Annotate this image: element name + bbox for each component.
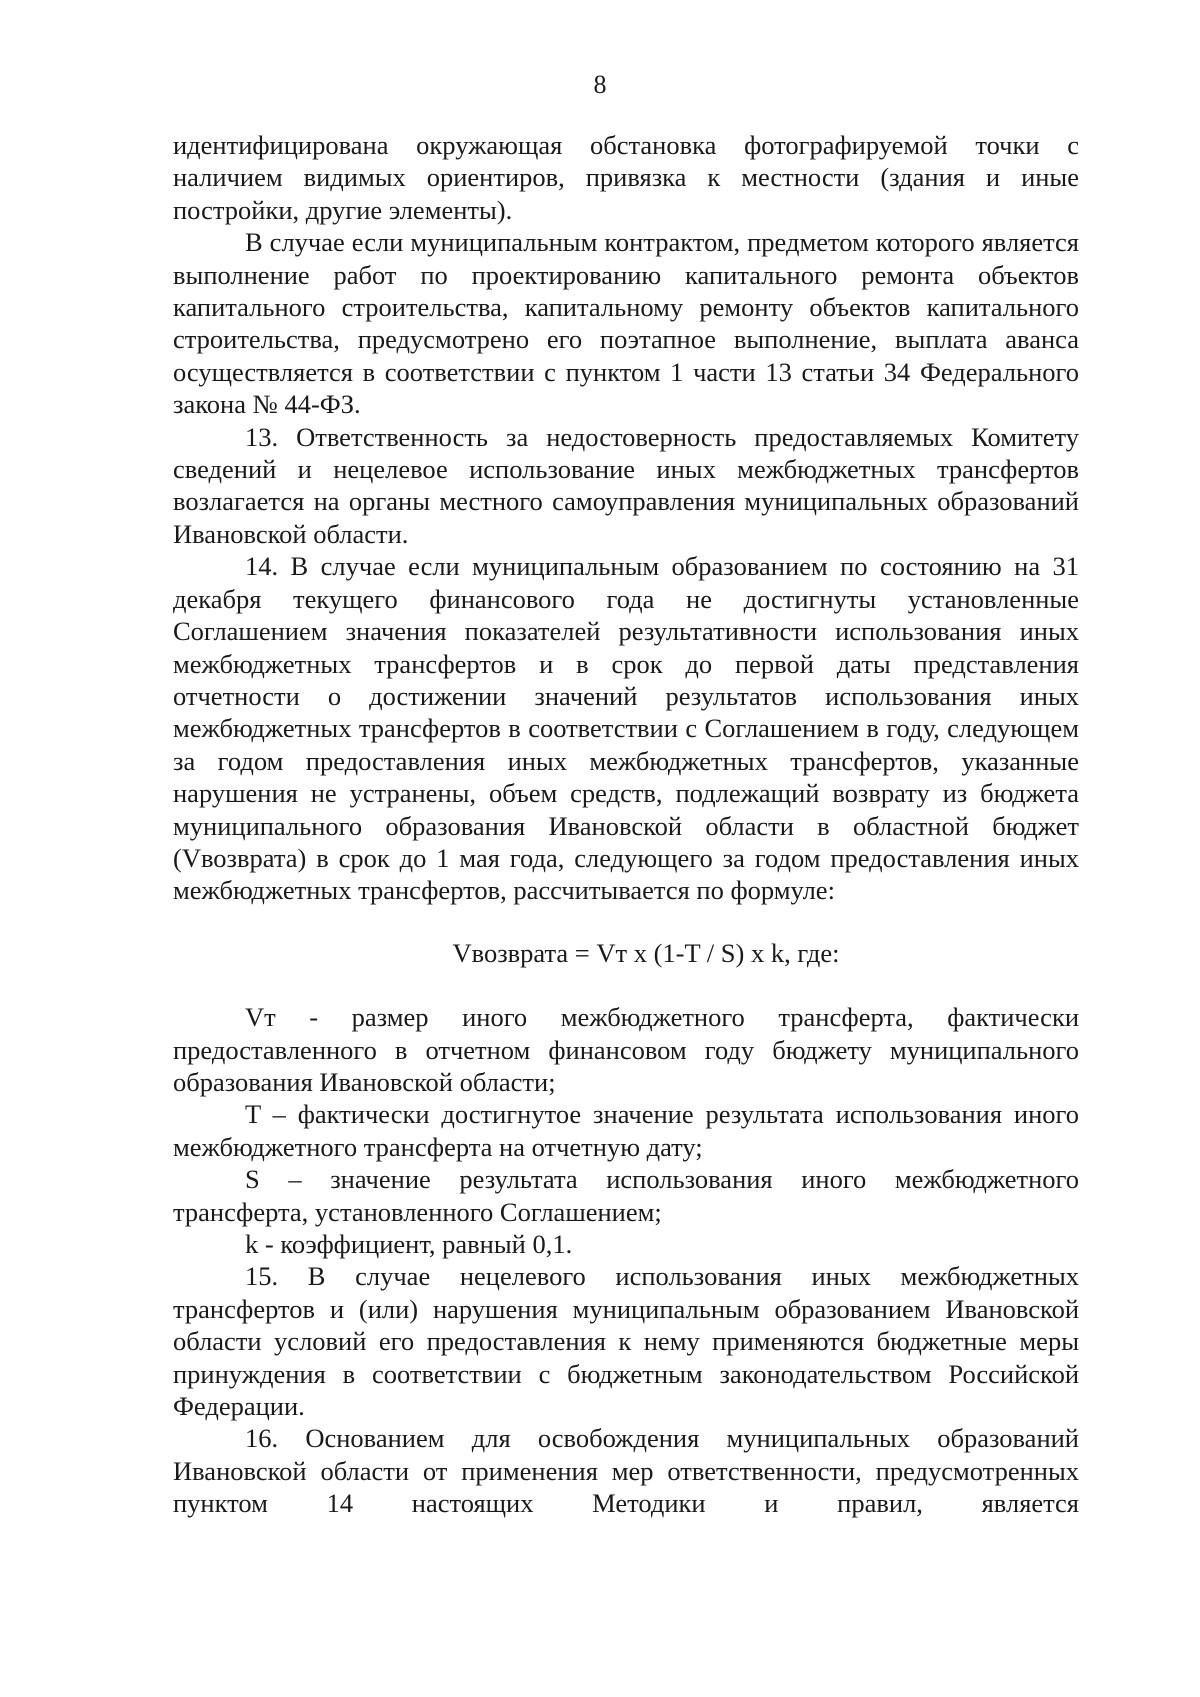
paragraph-16: 16. Основанием для освобождения муниципальных образований Ивановской области от применения мер ответственности, предусмотренных пунктом 14 настоящих Методики и правил, является [173,1423,1079,1519]
document-body [173,129,1079,1520]
paragraph-15: 15. В случае нецелевого использования иных межбюджетных трансфертов и (или) нарушения муниципальным образованием Ивановской области условий его предоставления к нему применяются бюджетные меры принуждения в соответствии с бюджетным законодательством Российской Федерации. [173,1261,1079,1422]
definition-t: T – фактически достигнутое значение результата использования иного межбюджетного трансферта на отчетную дату; [173,1099,1079,1162]
definition-k: k - коэффициент, равный 0,1. [245,1229,573,1259]
definition-vt: Vт - размер иного межбюджетного трансферта, фактически предоставленного в отчетном финансовом году бюджету муниципального образования Ивановской области; [173,1002,1079,1097]
definition-s: S – значение результата использования иного межбюджетного трансферта, установленного Соглашением; [173,1164,1079,1227]
page-number: 8 [593,70,607,99]
return-formula: Vвозврата = Vт x (1-T / S) x k, где: [452,937,840,968]
paragraph-13: 13. Ответственность за недостоверность предоставляемых Комитету сведений и нецелевое использование иных межбюджетных трансфертов возлагается на органы местного самоуправления муниципальных образований Ивановской области. [173,421,1079,549]
paragraph-continuation: идентифицирована окружающая обстановка фотографируемой точки с наличием видимых ориентиров, привязка к местности (здания и иные постройки, другие элементы). [173,130,1079,225]
paragraph-advance-payment: В случае если муниципальным контрактом, предметом которого является выполнение работ по проектированию капитального ремонта объектов капитального строительства, капитальному ремонту объектов капитального строительства, предусмотрено его поэтапное выполнение, выплата аванса осуществляется в соответствии с пунктом 1 части 13 статьи 34 Федерального закона № 44-ФЗ. [173,227,1079,420]
paragraph-14: 14. В случае если муниципальным образованием по состоянию на 31 декабря текущего финансового года не достигнуты установленные Соглашением значения показателей результативности использования иных межбюджетных трансфертов и в срок до первой даты представления отчетности о достижении значений результатов использования иных межбюджетных трансфертов в соответствии с Соглашением в году, следующем за годом предоставления иных межбюджетных трансфертов, указанные нарушения не устранены, объем средств, подлежащий возврату из бюджета муниципального образования Ивановской области в областной бюджет (Vвозврата) в срок до 1 мая года, следующего за годом предоставления иных межбюджетных трансфертов, рассчитывается по формуле: [173,551,1079,906]
